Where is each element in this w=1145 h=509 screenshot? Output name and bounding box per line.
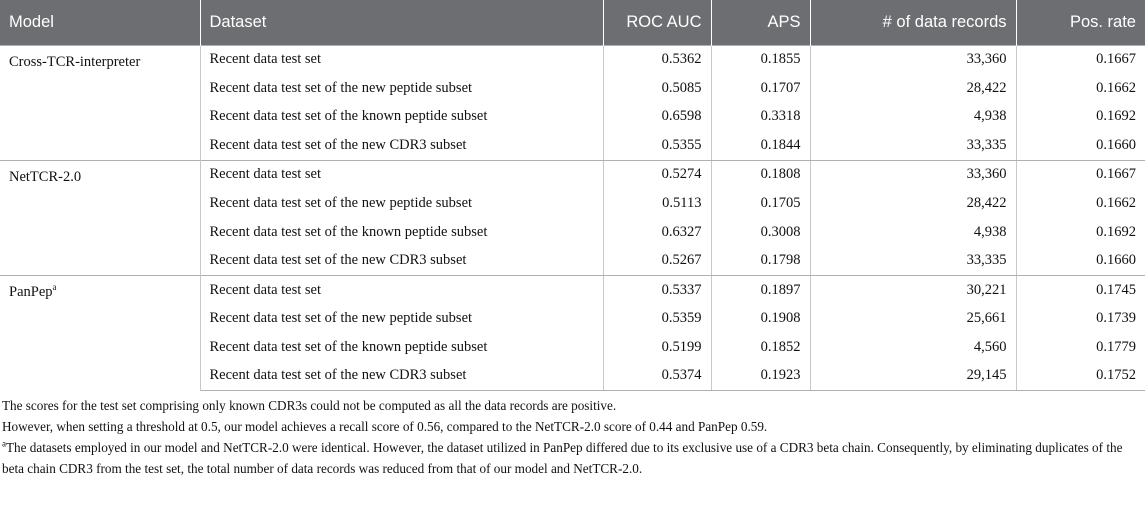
- dataset-cell: Recent data test set: [200, 160, 603, 189]
- header-records: # of data records: [810, 0, 1016, 45]
- header-row: [0, 0, 1145, 45]
- aps-cell: 0.1798: [711, 247, 810, 276]
- note-line-2: However, when setting a threshold at 0.5, our model achieves a recall score of 0.56, compared to the NetTCR-2.0 score of 0.44 and PanPep 0.59.: [2, 419, 768, 435]
- records-cell: 33,360: [810, 160, 1016, 189]
- records-cell: 28,422: [810, 189, 1016, 218]
- records-cell: 33,335: [810, 247, 1016, 276]
- roc-auc-cell: 0.5085: [603, 74, 711, 103]
- roc-auc-cell: 0.6598: [603, 103, 711, 132]
- header-model: Model: [0, 0, 200, 45]
- aps-cell: 0.1707: [711, 74, 810, 103]
- records-cell: 4,938: [810, 218, 1016, 247]
- footnote-mark: a: [2, 438, 6, 449]
- aps-cell: 0.1852: [711, 333, 810, 362]
- records-cell: 4,560: [810, 333, 1016, 362]
- aps-cell: 0.1855: [711, 45, 810, 74]
- dataset-cell: Recent data test set of the known peptide subset: [200, 103, 603, 132]
- dataset-cell: Recent data test set of the new CDR3 subset: [200, 362, 603, 391]
- records-cell: 29,145: [810, 362, 1016, 391]
- pos-rate-cell: 0.1692: [1096, 223, 1136, 240]
- table-row: [0, 275, 1145, 304]
- table-header: [0, 0, 1145, 45]
- records-cell: 33,335: [810, 131, 1016, 160]
- roc-auc-cell: 0.5374: [603, 362, 711, 391]
- dataset-cell: Recent data test set of the new CDR3 subset: [200, 247, 603, 276]
- aps-cell: 0.1923: [711, 362, 810, 391]
- records-cell: 25,661: [810, 304, 1016, 333]
- pos-rate-cell: 0.1667: [1016, 45, 1145, 74]
- table-notes: [0, 391, 1145, 479]
- aps-cell: 0.1808: [711, 160, 810, 189]
- table-row: [0, 160, 1145, 189]
- model-name: NetTCR-2.0: [9, 168, 82, 185]
- roc-auc-cell: 0.6327: [603, 218, 711, 247]
- model-footnote-mark: a: [52, 282, 57, 293]
- roc-auc-cell: 0.5355: [603, 131, 711, 160]
- pos-rate-cell: 0.1779: [1096, 338, 1136, 355]
- pos-rate-cell: 0.1660: [1016, 247, 1145, 276]
- aps-cell: 0.3318: [711, 103, 810, 132]
- records-cell: 33,360: [810, 45, 1016, 74]
- dataset-cell: Recent data test set of the new peptide subset: [200, 304, 603, 333]
- pos-rate-cell: 0.1739: [1096, 310, 1136, 327]
- dataset-cell: Recent data test set of the new peptide subset: [200, 74, 603, 103]
- header-aps: APS: [711, 0, 810, 45]
- roc-auc-cell: 0.5337: [603, 275, 711, 304]
- pos-rate-cell: 0.1660: [1016, 131, 1145, 160]
- pos-rate-cell: 0.1662: [1096, 79, 1136, 96]
- aps-cell: 0.3008: [711, 218, 810, 247]
- records-cell: 30,221: [810, 275, 1016, 304]
- dataset-cell: Recent data test set of the known peptide subset: [200, 218, 603, 247]
- pos-rate-cell: 0.1667: [1016, 160, 1145, 189]
- header-pos-rate: Pos. rate: [1016, 0, 1145, 45]
- model-name: Cross-TCR-interpreter: [9, 53, 141, 70]
- aps-cell: 0.1897: [711, 275, 810, 304]
- roc-auc-cell: 0.5362: [603, 45, 711, 74]
- table-body: [0, 45, 1145, 391]
- footnote-text: The datasets employed in our model and NetTCR-2.0 were identical. However, the dataset utilized in PanPep differed due to its exclusive use of a CDR3 beta chain. Consequently, by eliminating duplicates of the beta chain CDR3 from the test set, the total number of data records was reduced from that of our model and NetTCR-2.0.: [2, 440, 1123, 477]
- pos-rate-cell: 0.1662: [1096, 194, 1136, 211]
- dataset-cell: Recent data test set of the known peptide subset: [200, 333, 603, 362]
- aps-cell: 0.1844: [711, 131, 810, 160]
- header-roc-auc: ROC AUC: [603, 0, 711, 45]
- pos-rate-cell: 0.1692: [1096, 108, 1136, 125]
- pos-rate-cell: 0.1745: [1016, 275, 1145, 304]
- model-cell: [0, 275, 200, 390]
- roc-auc-cell: 0.5274: [603, 160, 711, 189]
- table-row: [0, 45, 1145, 74]
- model-name: PanPep: [9, 283, 53, 300]
- aps-cell: 0.1705: [711, 189, 810, 218]
- roc-auc-cell: 0.5359: [603, 304, 711, 333]
- model-cell: [0, 160, 200, 275]
- dataset-cell: Recent data test set of the new peptide subset: [200, 189, 603, 218]
- dataset-cell: Recent data test set of the new CDR3 subset: [200, 131, 603, 160]
- pos-rate-cell: 0.1752: [1016, 362, 1145, 391]
- footnote-a: [2, 437, 1145, 479]
- dataset-cell: Recent data test set: [200, 45, 603, 74]
- records-cell: 4,938: [810, 103, 1016, 132]
- header-dataset: Dataset: [200, 0, 603, 45]
- aps-cell: 0.1908: [711, 304, 810, 333]
- model-cell: [0, 45, 200, 160]
- roc-auc-cell: 0.5199: [603, 333, 711, 362]
- dataset-cell: Recent data test set: [200, 275, 603, 304]
- roc-auc-cell: 0.5267: [603, 247, 711, 276]
- note-line-1: The scores for the test set comprising only known CDR3s could not be computed as all the data records are positive.: [2, 398, 617, 414]
- roc-auc-cell: 0.5113: [603, 189, 711, 218]
- records-cell: 28,422: [810, 74, 1016, 103]
